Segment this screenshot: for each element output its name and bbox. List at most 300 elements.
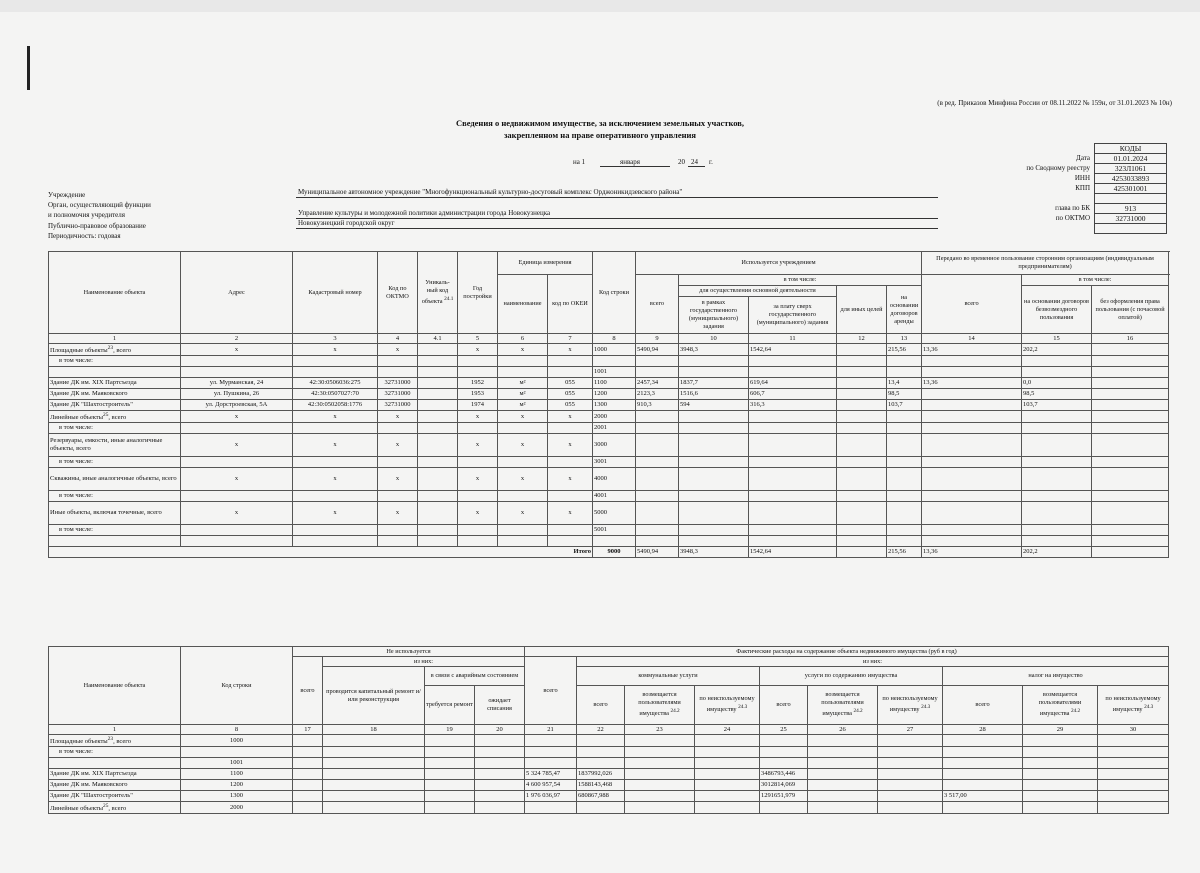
t2-cell [943,780,1023,791]
label-institution: Учреждение [48,191,86,199]
t1-cell: x [498,344,548,356]
t2-cell [695,780,760,791]
h-cadastral: Кадастровый номер [293,252,378,334]
codes-table [1094,143,1167,234]
t1-cell [679,411,749,423]
t1-cell: 316,3 [749,400,837,411]
t2-cell: 680867,988 [577,791,625,802]
h2-maintenance: услуги по содержанию имущества [760,667,943,686]
t2-row-name [49,758,181,769]
h-lease: на основании договоров аренды [887,286,922,334]
t2-cell [293,747,323,758]
t1-cell [837,400,887,411]
t1-cell [837,411,887,423]
t1-row-name: Резервуары, емкости, иные аналогичные объекты, всего [49,434,181,457]
t2-cell [525,758,577,769]
t1-cell: 1001 [593,367,636,378]
t1-cell [1022,367,1092,378]
h2-maint-unused-text: по неиспользуемому имуществу [882,695,938,714]
t1-cell [418,400,458,411]
t1-cell: 5000 [593,502,636,525]
t1-cell: x [181,344,293,356]
t1-cell [1022,356,1092,367]
table-row [49,356,1169,367]
t1-cell: x [458,468,498,491]
t2-row-name: Здание ДК "Шахтостроитель" [49,791,181,802]
t1-cell [1092,457,1169,468]
t1-cell [837,378,887,389]
table-row [49,367,1169,378]
t1-cell [636,411,679,423]
h2-object-name: Наименование объекта [49,647,181,725]
t1-cell: 5490,94 [636,344,679,356]
t2-cell [475,758,525,769]
h-unit: Единица измерения [498,252,593,275]
t1-colnum: 11 [749,334,837,344]
t1-cell: 98,5 [887,389,922,400]
t2-colnum: 21 [525,725,577,735]
t2-cell [808,802,878,814]
h-unit-name: наименование [498,275,548,334]
t1-cell [922,525,1022,536]
h2-expenses-total: всего [525,657,577,725]
h2-emergency: в связи с аварийным состоянием [425,667,525,686]
t2-cell: 5 324 785,47 [525,769,577,780]
h2-notused-total: всего [293,657,323,725]
code-blank [1095,194,1167,204]
h-used: Используется учреждением [636,252,922,275]
t1-cell: 42:30:0502058:1776 [293,400,378,411]
h-unique-code-text: Уникаль- ный код объекта [421,278,450,306]
h2-util-unused-text: по неиспользуемому имуществу [699,695,755,714]
h-unique-code [418,252,458,334]
value-institution: Муниципальное автономное учреждение "Многофункциональный культурно-досуговый комплекс Орджоникидзевского района" [298,188,683,196]
t1-cell [837,525,887,536]
t1-cell [636,434,679,457]
t1-cell [1092,344,1169,356]
date-year-underline [688,166,705,167]
t1-cell [1022,434,1092,457]
h2-tax-reimbursed-text: возмещается пользователями имущества [1038,691,1082,718]
h2-maint-reimbursed [808,686,878,725]
t1-cell [1092,536,1169,547]
t2-colnum: 8 [181,725,293,735]
table-row [49,758,1169,769]
t2-cell [1098,747,1169,758]
t1-colnum: 7 [548,334,593,344]
t1-cell [679,356,749,367]
table-row [49,423,1169,434]
t1-cell [293,525,378,536]
h2-maint-reimbursed-text: возмещается пользователями имущества [821,691,864,718]
t1-cell [749,536,837,547]
t1-cell [922,356,1022,367]
t2-cell [625,758,695,769]
t1-cell [636,367,679,378]
t1-row-name: в том числе: [49,525,181,536]
t1-cell [1092,491,1169,502]
t1-cell [679,434,749,457]
t1-row-name-tail: , всего [108,414,127,422]
t2-cell [525,802,577,814]
t1-cell [378,491,418,502]
t1-cell [458,536,498,547]
h-unique-code-sup: 24.1 [444,295,454,302]
table-row [49,502,1169,525]
h2-tax-unused [1098,686,1169,725]
t1-cell: 42:30:0507027:70 [293,389,378,400]
t1-cell [418,423,458,434]
t2-cell [695,758,760,769]
t1-total-cell: 3948,3 [679,547,749,558]
date-month-underline [600,166,670,167]
t2-cell [878,735,943,747]
table-row [49,525,1169,536]
property-table [48,251,1169,558]
t1-cell [548,457,593,468]
t1-cell: 1516,6 [679,389,749,400]
t1-cell [749,525,837,536]
t1-cell [679,423,749,434]
t1-total-cell: 1542,64 [749,547,837,558]
h-unit-code: код по ОКЕИ [548,275,593,334]
t1-row-name: Здание ДК им. Маяковского [49,389,181,400]
t1-cell [922,502,1022,525]
t1-cell: 1542,64 [749,344,837,356]
t2-cell [293,802,323,814]
t1-cell: 103,7 [1022,400,1092,411]
label-authority-1: Орган, осуществляющий функции [48,201,151,209]
scan-edge-mark [27,46,30,90]
t1-cell [1022,491,1092,502]
t1-cell [458,367,498,378]
t1-cell [679,525,749,536]
t2-cell: 1000 [181,735,293,747]
t1-cell [636,468,679,491]
t1-cell [1092,389,1169,400]
t1-colnum: 9 [636,334,679,344]
t2-cell [695,735,760,747]
t1-cell: ул. Пушкина, 26 [181,389,293,400]
t2-cell [323,780,425,791]
code-label-bk: глава по БК [1055,204,1090,212]
t2-cell [293,791,323,802]
t1-cell [418,344,458,356]
t1-cell [181,525,293,536]
t1-cell [181,457,293,468]
t2-cell [1098,758,1169,769]
t2-colnum: 28 [943,725,1023,735]
table-row [49,378,1169,389]
t2-cell [425,780,475,791]
t1-cell [922,367,1022,378]
t1-cell [636,457,679,468]
t1-cell: 13,4 [887,378,922,389]
t1-cell [1022,457,1092,468]
table-row [49,780,1169,791]
h-year: Год постройки [458,252,498,334]
t1-cell: 1974 [458,400,498,411]
t1-total-cell: 9000 [593,547,636,558]
t1-colnum: 2 [181,334,293,344]
t1-row-name: Иные объекты, включая точечные, всего [49,502,181,525]
t2-cell [181,747,293,758]
t1-cell: x [498,411,548,423]
t2-cell [1023,769,1098,780]
t1-cell [837,389,887,400]
table-row [49,536,1169,547]
t1-cell [922,491,1022,502]
table-row [49,735,1169,747]
t1-cell: 32731000 [378,389,418,400]
t1-cell [636,356,679,367]
t1-row-name-text: Линейные объекты [50,414,104,422]
t1-cell [749,468,837,491]
t1-cell [293,536,378,547]
h-no-doc: без оформления права пользования (с почасовой оплатой) [1092,286,1169,334]
t1-cell: x [548,468,593,491]
t2-cell: 4 600 957,54 [525,780,577,791]
code-label-kpp: КПП [1075,184,1090,192]
t1-cell [749,502,837,525]
t2-cell: 1001 [181,758,293,769]
t1-colnum: 16 [1092,334,1169,344]
h2-not-used: Не используется [293,647,525,657]
t1-cell: 1200 [593,389,636,400]
t1-cell [636,525,679,536]
date-prefix: на 1 [573,158,586,166]
t2-cell [808,791,878,802]
t1-cell: 1837,7 [679,378,749,389]
t1-cell [458,491,498,502]
t1-cell [837,344,887,356]
t2-cell [695,747,760,758]
t2-row-name-text: Площадные объекты [50,738,108,746]
t2-colnum: 29 [1023,725,1098,735]
t1-row-name: в том числе: [49,491,181,502]
t1-cell [837,356,887,367]
t2-colnum: 18 [323,725,425,735]
t1-cell [887,525,922,536]
t2-cell [1023,791,1098,802]
t1-cell [887,502,922,525]
h2-tax: налог на имущество [943,667,1169,686]
t2-cell [475,747,525,758]
t1-cell [749,434,837,457]
t1-cell: x [548,411,593,423]
t1-cell: x [181,411,293,423]
t2-cell [1023,780,1098,791]
t2-cell [878,758,943,769]
t2-cell: 2000 [181,802,293,814]
t2-cell [878,802,943,814]
t1-cell [1092,367,1169,378]
t2-cell [475,802,525,814]
t2-cell [808,769,878,780]
t1-cell [1092,525,1169,536]
t1-cell: x [293,468,378,491]
t1-cell: 1100 [593,378,636,389]
h2-notused-ofthem: из них: [323,657,525,667]
t1-row-name [49,344,181,356]
code-oktmo: 32731000 [1095,214,1167,224]
t2-cell [425,758,475,769]
t2-cell [695,802,760,814]
t1-cell: 055 [548,389,593,400]
t2-cell [695,791,760,802]
t2-column-numbers [49,725,1169,735]
t1-total-cell: 13,36 [922,547,1022,558]
t2-cell: 1100 [181,769,293,780]
t1-cell [418,457,458,468]
t2-cell: 3486793,446 [760,769,808,780]
t1-cell [378,423,418,434]
code-blank2 [1095,224,1167,234]
date-year: 24 [691,158,698,166]
code-inn: 4253033893 [1095,174,1167,184]
t1-cell [181,356,293,367]
t1-cell: x [458,502,498,525]
t2-colnum: 26 [808,725,878,735]
t1-cell: 619,64 [749,378,837,389]
t2-cell [323,791,425,802]
t1-cell [887,356,922,367]
t1-colnum: 4.1 [418,334,458,344]
t1-cell [887,468,922,491]
footnote-sup: 23 [107,736,114,742]
t2-cell [425,802,475,814]
t1-cell: 32731000 [378,378,418,389]
h2-util-reimbursed [625,686,695,725]
t2-cell [475,769,525,780]
t2-cell [1098,802,1169,814]
t1-cell [837,423,887,434]
t2-cell [1098,769,1169,780]
code-kpp: 425301001 [1095,184,1167,194]
t2-cell: 1200 [181,780,293,791]
h2-line-code: Код строки [181,647,293,725]
t2-cell [475,780,525,791]
t2-colnum: 19 [425,725,475,735]
t2-row-name: Здание ДК им. Маяковского [49,780,181,791]
t1-cell: 2457,34 [636,378,679,389]
value-public-entity: Новокузнецкий городской округ [298,219,395,227]
table-row [49,791,1169,802]
t1-row-name [49,536,181,547]
t1-cell [498,536,548,547]
t2-cell [577,747,625,758]
expenses-table [48,646,1169,814]
t1-colnum: 3 [293,334,378,344]
t1-cell: x [181,468,293,491]
t1-cell [418,525,458,536]
t1-cell [418,491,458,502]
code-label-registry: по Сводному реестру [1026,164,1090,172]
table-row [49,457,1169,468]
h2-util-reimbursed-sup: 24.2 [670,708,680,715]
t1-colnum: 5 [458,334,498,344]
t1-cell [181,491,293,502]
t1-cell: 0,0 [1022,378,1092,389]
t2-cell [323,735,425,747]
t1-cell [293,356,378,367]
t1-cell [548,367,593,378]
t1-cell [418,367,458,378]
t1-cell: 98,5 [1022,389,1092,400]
t1-cell: x [378,344,418,356]
code-label-oktmo: по ОКТМО [1055,214,1090,222]
t1-cell: x [378,502,418,525]
t1-cell [548,491,593,502]
t2-cell [1023,735,1098,747]
code-label-inn: ИНН [1074,174,1090,182]
t1-cell: x [548,344,593,356]
h-transferred: Передано во временное пользование сторонним организациям (индивидуальным предпринимателям) [922,252,1169,275]
t1-cell [593,356,636,367]
code-label-date: Дата [1076,154,1090,162]
date-year-prefix: 20 [678,158,685,166]
h-main-activity: для осуществления основной деятельности [679,286,837,297]
t2-cell [760,735,808,747]
codes-header: КОДЫ [1095,144,1167,154]
t2-row-name [49,735,181,747]
t2-cell [1023,758,1098,769]
t1-cell [458,356,498,367]
t2-colnum: 20 [475,725,525,735]
t1-cell [1092,423,1169,434]
h-transferred-incl: в том числе: [1022,275,1169,286]
t1-cell [1092,411,1169,423]
t1-cell [293,367,378,378]
t2-cell [878,791,943,802]
t1-cell: x [181,434,293,457]
t1-row-name: Здание ДК "Шахтостроитель" [49,400,181,411]
t1-total-label: Итого [49,547,593,558]
t1-cell [1092,502,1169,525]
t1-cell [418,468,458,491]
t2-cell [943,769,1023,780]
t1-cell [378,525,418,536]
t1-cell: 202,2 [1022,344,1092,356]
t1-cell: 1000 [593,344,636,356]
public-entity-underline [296,228,938,229]
table-row [49,400,1169,411]
table-row [49,747,1169,758]
t1-cell [887,457,922,468]
t1-cell [548,356,593,367]
t1-cell [1092,434,1169,457]
t2-cell [323,802,425,814]
t2-cell [625,769,695,780]
t1-cell [458,423,498,434]
t2-cell [943,802,1023,814]
t1-cell: 594 [679,400,749,411]
t1-row-name: в том числе: [49,457,181,468]
t1-cell [749,457,837,468]
t2-cell [1023,802,1098,814]
h2-maint-unused [878,686,943,725]
h-object-name: Наименование объекта [49,252,181,334]
t2-cell [323,758,425,769]
h-used-incl: в том числе: [679,275,922,286]
t1-colnum: 14 [922,334,1022,344]
t2-cell [425,747,475,758]
t1-cell: 2123,3 [636,389,679,400]
t1-cell: 103,7 [887,400,922,411]
t1-cell: x [378,468,418,491]
code-bk: 913 [1095,204,1167,214]
t2-cell [323,747,425,758]
